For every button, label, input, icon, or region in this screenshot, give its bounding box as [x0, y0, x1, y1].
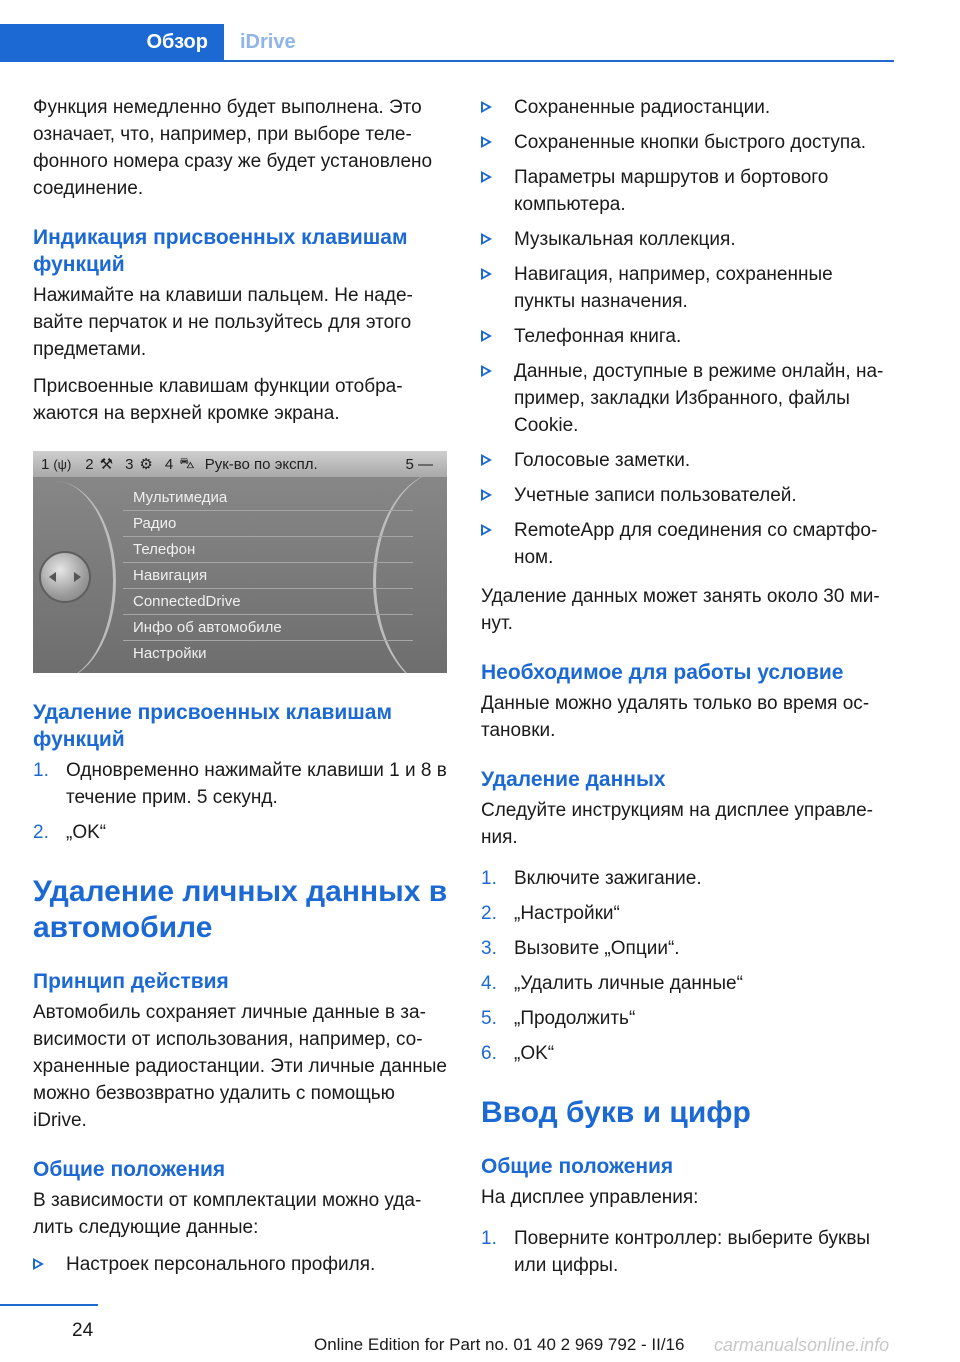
- triangle-bullet-icon: [481, 524, 492, 536]
- menu-item-radio: Радио: [123, 511, 413, 537]
- heading-indication: Индикация присвоенных клавишам функций: [33, 226, 408, 276]
- paragraph-general: В зависимости от комплектации можно удалить следующие данные:: [33, 1190, 422, 1238]
- controller-knob-icon: [39, 551, 91, 603]
- heading-delete-personal-data: Удаление личных данных в автомобиле: [33, 875, 448, 944]
- paragraph-delete-data: Следуйте инструкциям на дисплее управления.: [481, 800, 873, 848]
- heading-delete-data: Удаление данных: [481, 768, 666, 791]
- triangle-bullet-icon: [481, 171, 492, 183]
- list-item: 1. Одновременно нажимайте клавиши 1 и 8 в течение прим. 5 секунд.: [33, 760, 447, 808]
- list-item: 2. „Настройки“: [481, 903, 620, 924]
- left-column: [33, 94, 449, 1290]
- car-icon: ⛍: [179, 454, 195, 472]
- page-header: [0, 0, 894, 62]
- triangle-bullet-icon: [481, 365, 492, 377]
- heading-input-letters: Ввод букв и цифр: [481, 1096, 751, 1129]
- menu-item-phone: Телефон: [123, 537, 413, 563]
- triangle-bullet-icon: [481, 268, 492, 280]
- list-item: Музыкальная коллекция.: [481, 226, 893, 253]
- list-item: Настроек персонального профиля.: [33, 1251, 449, 1278]
- key-5-label: 5 —: [405, 455, 433, 473]
- list-item: Сохраненные радиостанции.: [481, 94, 893, 121]
- triangle-bullet-icon: [33, 1258, 44, 1270]
- list-item: 3. Вызовите „Опции“.: [481, 938, 680, 959]
- heading-general: Общие положения: [33, 1158, 226, 1181]
- key-2-label: 2: [85, 455, 94, 473]
- wrench-icon: ⚒: [99, 456, 114, 473]
- intro-paragraph: Функция немедленно будет выполнена. Это означает, что, например, при выборе телефонного номера сразу же будет установлено соединение.: [33, 97, 433, 199]
- list-item: RemoteApp для соединения со смартфоном.: [481, 517, 893, 571]
- heading-general-2: Общие положения: [481, 1155, 674, 1178]
- heading-principle: Принцип действия: [33, 970, 229, 993]
- triangle-bullet-icon: [481, 136, 492, 148]
- menu-item-connecteddrive: ConnectedDrive: [123, 589, 413, 615]
- list-item: 2. „OK“: [33, 822, 107, 843]
- gear-icon: ⚙: [139, 456, 153, 473]
- list-item: 6. „OK“: [481, 1043, 555, 1064]
- triangle-bullet-icon: [481, 101, 492, 113]
- list-item: 5. „Продолжить“: [481, 1008, 636, 1029]
- triangle-bullet-icon: [481, 330, 492, 342]
- list-item: Навигация, например, сохраненные пункты назначения.: [481, 261, 893, 315]
- tab-overview[interactable]: Обзор: [0, 24, 224, 60]
- menu-item-vehicle-info: Инфо об автомобиле: [123, 615, 413, 641]
- paragraph-condition: Данные можно удалять только во время остановки.: [481, 693, 870, 741]
- idrive-screen-figure: [33, 451, 447, 673]
- key-1-label: 1: [41, 455, 50, 473]
- edition-note: Online Edition for Part no. 01 40 2 969 792 - II/16: [314, 1335, 685, 1354]
- list-item: 1. Поверните контроллер: выберите буквы или цифры.: [481, 1228, 871, 1276]
- menu-item-multimedia: Мультимедиа: [123, 485, 413, 511]
- paragraph-indication-1: Нажимайте на клавиши пальцем. Не надевайте перчаток и не пользуйтесь для этого предметами.: [33, 285, 413, 360]
- paragraph-duration: Удаление данных может занять около 30 минут.: [481, 586, 880, 634]
- bullets-right: [481, 94, 893, 571]
- triangle-bullet-icon: [481, 489, 492, 501]
- footer-divider: [0, 1304, 98, 1306]
- phone-signal-icon: (ψ): [53, 456, 72, 472]
- key-3-label: 3: [125, 455, 134, 473]
- menu-item-navigation: Навигация: [123, 563, 413, 589]
- tab-idrive[interactable]: iDrive: [240, 30, 296, 53]
- list-item: Голосовые заметки.: [481, 447, 893, 474]
- steps-input: [481, 1225, 893, 1279]
- steps-delete-data: [481, 865, 893, 1067]
- paragraph-indication-2: Присвоенные клавишам функции отображаются на верхней кромке экрана.: [33, 376, 403, 424]
- list-item: 4. „Удалить личные данные“: [481, 973, 743, 994]
- watermark: carmanualsonline.info: [714, 1335, 890, 1355]
- key-4-label: 4: [164, 455, 174, 473]
- right-column: [481, 94, 893, 1291]
- paragraph-general-2: На дисплее управления:: [481, 1187, 699, 1208]
- paragraph-principle: Автомобиль сохраняет личные данные в зависимости от использования, например, сохраненные радиостанции. Эти личные данные можно безвозвратно удалить с помощью iDrive.: [33, 1002, 448, 1131]
- steps-delete-keys: [33, 757, 449, 846]
- list-item: Сохраненные кнопки быстрого доступа.: [481, 129, 893, 156]
- triangle-bullet-icon: [481, 454, 492, 466]
- heading-condition: Необходимое для работы условие: [481, 661, 844, 684]
- key-4-text: Рук-во по экспл.: [204, 455, 318, 473]
- header-divider: [0, 60, 894, 62]
- menu-item-settings: Настройки: [133, 645, 207, 662]
- list-item: Параметры маршрутов и бортового компьютера.: [481, 164, 893, 218]
- screen-key-bar: [33, 451, 447, 477]
- list-item: 1. Включите зажигание.: [481, 868, 702, 889]
- screen-main-menu: [123, 485, 413, 666]
- triangle-bullet-icon: [481, 233, 492, 245]
- list-item: Данные, доступные в режиме онлайн, например, закладки Избранного, файлы Cookie.: [481, 358, 893, 439]
- heading-delete-keys: Удаление присвоенных клавишам функций: [33, 701, 392, 751]
- list-item: Учетные записи пользователей.: [481, 482, 893, 509]
- page-number: 24: [72, 1320, 94, 1341]
- list-item: Телефонная книга.: [481, 323, 893, 350]
- bullets-left: [33, 1251, 449, 1278]
